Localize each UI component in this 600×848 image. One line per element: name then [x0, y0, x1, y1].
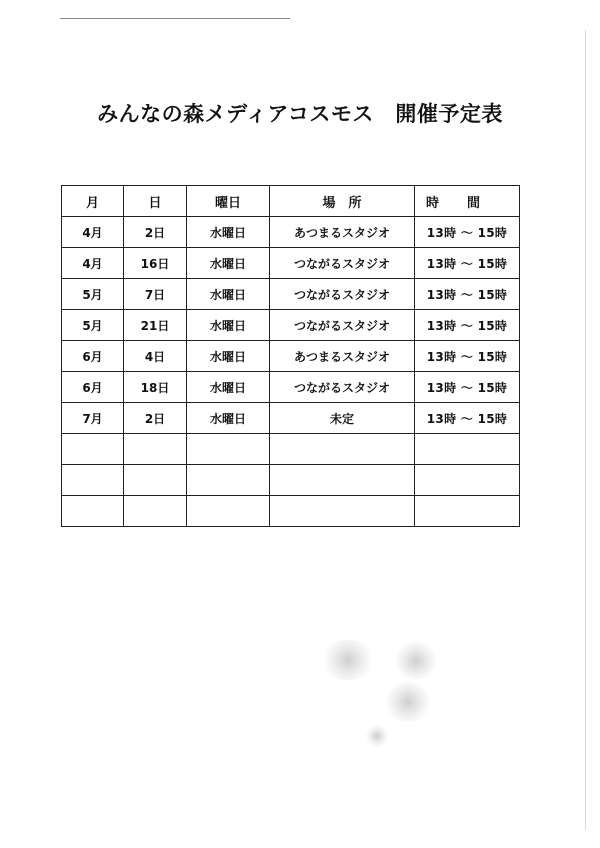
empty-cell: [62, 465, 124, 496]
cell-time: 13時 ～ 15時: [415, 279, 520, 310]
cell-weekday: 水曜日: [187, 372, 270, 403]
cell-month: 5月: [62, 310, 124, 341]
cell-place: つながるスタジオ: [270, 248, 415, 279]
cell-month: 6月: [62, 372, 124, 403]
scan-smudge: [382, 682, 434, 722]
cell-weekday: 水曜日: [187, 403, 270, 434]
schedule-table: [61, 185, 520, 527]
cell-month: 6月: [62, 341, 124, 372]
empty-cell: [270, 496, 415, 527]
cell-place: あつまるスタジオ: [270, 217, 415, 248]
header-place: 場 所: [270, 186, 415, 217]
cell-month: 7月: [62, 403, 124, 434]
empty-cell: [187, 434, 270, 465]
empty-cell: [270, 465, 415, 496]
scan-edge-top: [60, 18, 290, 19]
empty-cell: [415, 496, 520, 527]
scan-smudge: [318, 640, 378, 680]
cell-day: 16日: [124, 248, 187, 279]
cell-month: 5月: [62, 279, 124, 310]
empty-cell: [187, 496, 270, 527]
empty-cell: [124, 434, 187, 465]
page-title: みんなの森メディアコスモス 開催予定表: [97, 102, 503, 126]
cell-time: 13時 ～ 15時: [415, 310, 520, 341]
empty-cell: [270, 434, 415, 465]
table-header-row: [62, 186, 520, 217]
table-row: [62, 248, 520, 279]
empty-cell: [124, 496, 187, 527]
header-weekday: 曜日: [187, 186, 270, 217]
header-time: 時間: [415, 186, 520, 217]
empty-cell: [62, 434, 124, 465]
cell-weekday: 水曜日: [187, 310, 270, 341]
cell-time: 13時 ～ 15時: [415, 217, 520, 248]
empty-table-row: [62, 496, 520, 527]
cell-day: 4日: [124, 341, 187, 372]
table-row: [62, 341, 520, 372]
scan-smudge: [392, 642, 440, 680]
header-month: 月: [62, 186, 124, 217]
empty-cell: [415, 434, 520, 465]
cell-place: あつまるスタジオ: [270, 341, 415, 372]
cell-day: 18日: [124, 372, 187, 403]
empty-cell: [187, 465, 270, 496]
header-day: 日: [124, 186, 187, 217]
cell-weekday: 水曜日: [187, 217, 270, 248]
cell-place: つながるスタジオ: [270, 372, 415, 403]
cell-day: 2日: [124, 217, 187, 248]
cell-weekday: 水曜日: [187, 248, 270, 279]
cell-day: 2日: [124, 403, 187, 434]
table-row: [62, 403, 520, 434]
empty-cell: [415, 465, 520, 496]
cell-day: 21日: [124, 310, 187, 341]
cell-weekday: 水曜日: [187, 279, 270, 310]
cell-time: 13時 ～ 15時: [415, 372, 520, 403]
table-row: [62, 372, 520, 403]
cell-time: 13時 ～ 15時: [415, 403, 520, 434]
cell-weekday: 水曜日: [187, 341, 270, 372]
cell-month: 4月: [62, 248, 124, 279]
cell-place: つながるスタジオ: [270, 310, 415, 341]
cell-place: つながるスタジオ: [270, 279, 415, 310]
cell-month: 4月: [62, 217, 124, 248]
table-row: [62, 217, 520, 248]
scan-smudge: [365, 725, 389, 747]
table-row: [62, 310, 520, 341]
empty-cell: [62, 496, 124, 527]
empty-table-row: [62, 465, 520, 496]
scan-edge-right: [585, 30, 586, 830]
cell-time: 13時 ～ 15時: [415, 248, 520, 279]
cell-place: 未定: [270, 403, 415, 434]
cell-day: 7日: [124, 279, 187, 310]
empty-cell: [124, 465, 187, 496]
table-row: [62, 279, 520, 310]
empty-table-row: [62, 434, 520, 465]
cell-time: 13時 ～ 15時: [415, 341, 520, 372]
